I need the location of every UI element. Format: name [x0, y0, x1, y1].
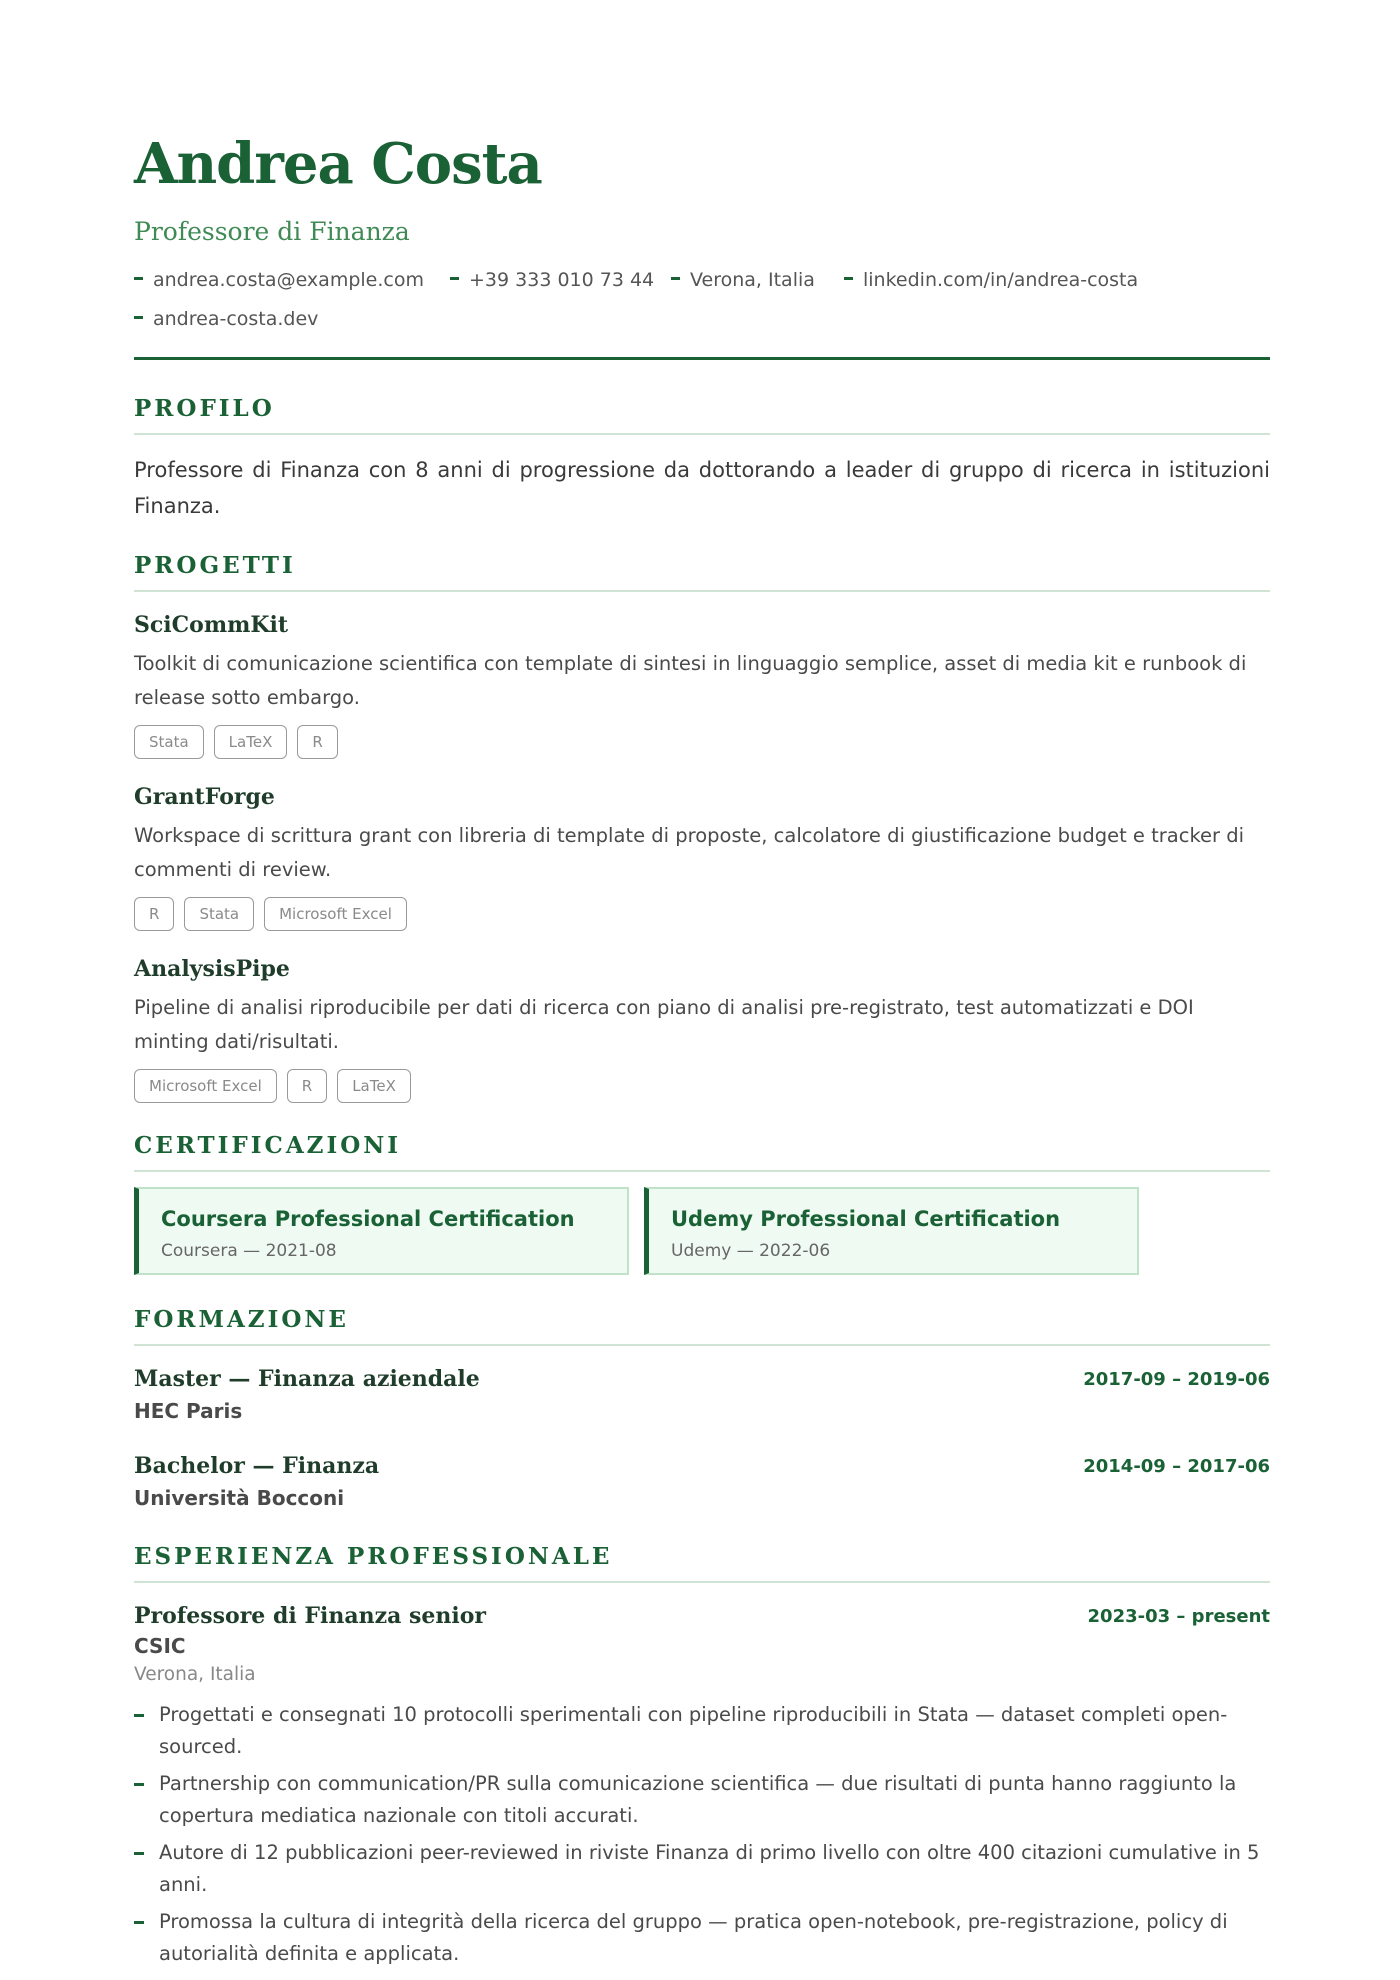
certification-meta: Udemy — 2022-06 — [671, 1241, 831, 1261]
experience-bullet-text: Autore di 12 pubblicazioni peer-reviewed in riviste Finanza di primo livello con oltre 400 citazioni cumulative in 5 anni. — [159, 1841, 1260, 1896]
section-divider — [134, 1170, 1270, 1172]
section-title-profile: PROFILO — [134, 395, 275, 422]
education-dates: 2014-09 – 2017-06 — [1083, 1456, 1270, 1477]
bullet-dash-icon — [671, 277, 680, 280]
experience-title: Professore di Finanza senior — [134, 1603, 486, 1629]
skill-tag: R — [287, 1069, 327, 1103]
bullet-dash-icon — [134, 1783, 144, 1786]
skill-tag: LaTeX — [214, 725, 288, 759]
bullet-dash-icon — [134, 1714, 144, 1717]
section-divider — [134, 433, 1270, 435]
project-description: Pipeline di analisi riproducibile per dati di ricerca con piano di analisi pre-registrato, test automatizzati e DOI minting dati/risultati. — [134, 996, 1194, 1053]
skill-tag: Stata — [184, 897, 254, 931]
section-title-certifications: CERTIFICAZIONI — [134, 1132, 402, 1159]
skill-tag: Stata — [134, 725, 204, 759]
bullet-dash-icon — [134, 1921, 144, 1924]
section-divider — [134, 590, 1270, 592]
contact-phone[interactable] — [450, 267, 654, 293]
bullet-dash-icon — [134, 1852, 144, 1855]
section-title-projects: PROGETTI — [134, 552, 296, 579]
section-title-education: FORMAZIONE — [134, 1306, 349, 1333]
contact-website-text: andrea-costa.dev — [153, 308, 319, 330]
skill-tag: R — [134, 897, 174, 931]
skill-tag: Microsoft Excel — [264, 897, 407, 931]
experience-bullet-text: Progettati e consegnati 10 protocolli sperimentali con pipeline riproducibili in Stata — dataset completi open-sourced. — [159, 1703, 1228, 1758]
project-description: Workspace di scrittura grant con libreria di template di proposte, calcolatore di giustificazione budget e tracker di commenti di review. — [134, 824, 1245, 881]
contact-linkedin[interactable] — [844, 267, 1138, 293]
certification-meta: Coursera — 2021-08 — [161, 1241, 337, 1261]
contact-linkedin-text: linkedin.com/in/andrea-costa — [863, 269, 1139, 291]
experience-bullet-text: Partnership con communication/PR sulla comunicazione scientifica — due risultati di punta hanno raggiunto la copertura mediatica nazionale con titoli accurati. — [159, 1772, 1237, 1827]
project-tags — [134, 725, 338, 759]
contact-phone-text: +39 333 010 73 44 — [469, 269, 655, 291]
education-dates: 2017-09 – 2019-06 — [1083, 1369, 1270, 1390]
profile-summary: Professore di Finanza con 8 anni di progressione da dottorando a leader di gruppo di ricerca in istituzioni Finanza. — [134, 458, 1270, 518]
skill-tag: Microsoft Excel — [134, 1069, 277, 1103]
candidate-name: Andrea Costa — [134, 131, 542, 197]
experience-bullet — [134, 1906, 1270, 1970]
education-degree: Master — Finanza aziendale — [134, 1366, 480, 1392]
experience-company: CSIC — [134, 1634, 186, 1658]
certification-name: Udemy Professional Certification — [671, 1207, 1061, 1231]
certification-name: Coursera Professional Certification — [161, 1207, 575, 1231]
project-title: GrantForge — [134, 784, 275, 810]
certification-card — [644, 1187, 1139, 1275]
experience-dates: 2023-03 – present — [1087, 1606, 1270, 1627]
experience-bullet — [134, 1699, 1270, 1763]
skill-tag: LaTeX — [337, 1069, 411, 1103]
project-title: AnalysisPipe — [134, 956, 290, 982]
education-school: HEC Paris — [134, 1399, 243, 1423]
contact-website[interactable] — [134, 306, 318, 332]
candidate-role: Professore di Finanza — [134, 217, 410, 246]
bullet-dash-icon — [134, 277, 143, 280]
experience-bullets — [134, 1699, 1270, 1975]
section-title-experience: ESPERIENZA PROFESSIONALE — [134, 1543, 613, 1570]
contact-location — [671, 267, 815, 293]
contact-email-text: andrea.costa@example.com — [153, 269, 424, 291]
bullet-dash-icon — [844, 277, 853, 280]
bullet-dash-icon — [450, 277, 459, 280]
education-school: Università Bocconi — [134, 1486, 345, 1510]
experience-location: Verona, Italia — [134, 1664, 256, 1685]
project-description: Toolkit di comunicazione scientifica con template di sintesi in linguaggio semplice, asset di media kit e runbook di release sotto embargo. — [134, 652, 1247, 709]
education-degree: Bachelor — Finanza — [134, 1453, 380, 1479]
skill-tag: R — [297, 725, 337, 759]
section-divider — [134, 1581, 1270, 1583]
header-divider — [134, 357, 1270, 360]
experience-bullet — [134, 1837, 1270, 1901]
experience-bullet — [134, 1768, 1270, 1832]
experience-bullet-text: Promossa la cultura di integrità della ricerca del gruppo — pratica open-notebook, pre-registrazione, policy di autorialità definita e applicata. — [159, 1910, 1228, 1965]
contact-location-text: Verona, Italia — [690, 269, 815, 291]
contact-email[interactable] — [134, 267, 424, 293]
certification-card — [134, 1187, 629, 1275]
section-divider — [134, 1344, 1270, 1346]
project-title: SciCommKit — [134, 612, 289, 638]
bullet-dash-icon — [134, 316, 143, 319]
project-tags — [134, 1069, 411, 1103]
project-tags — [134, 897, 407, 931]
